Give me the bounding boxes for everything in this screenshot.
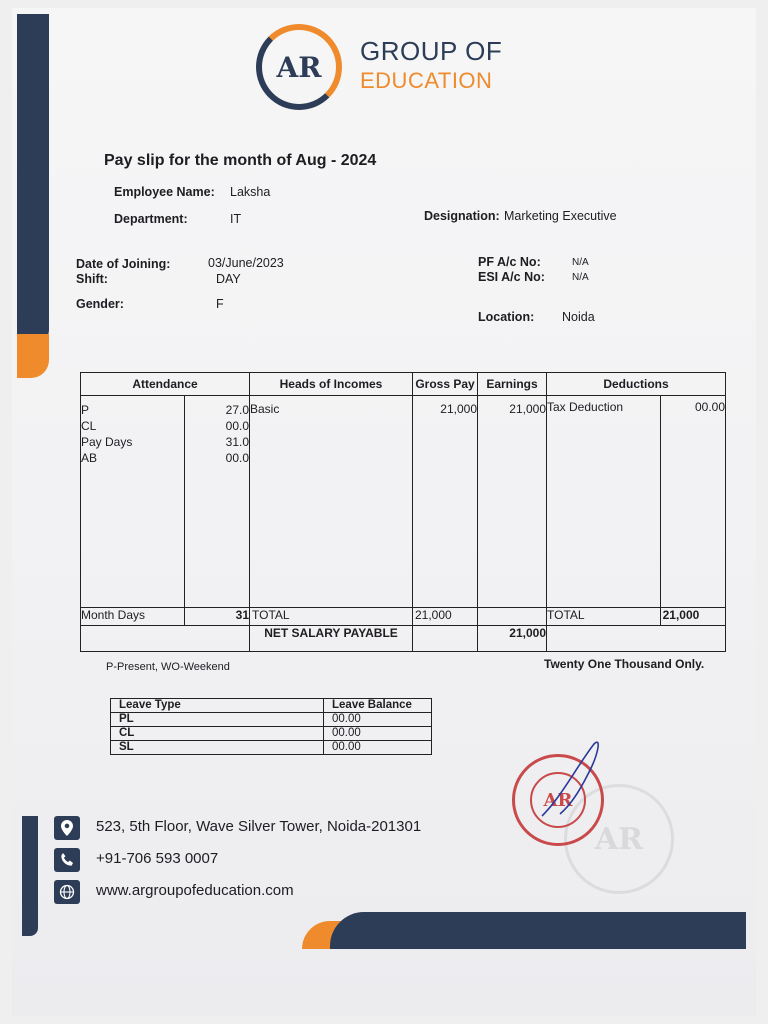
website-link[interactable]: www.argroupofeducation.com (96, 882, 294, 899)
left-bottom-band (22, 816, 38, 936)
address-text: 523, 5th Floor, Wave Silver Tower, Noida-201301 (96, 818, 422, 835)
location-label: Location: (478, 310, 535, 324)
earnings-header: Earnings (478, 373, 547, 396)
net-gross-blank (413, 626, 478, 652)
attendance-label-cl: CL (81, 419, 97, 433)
department-value: IT (230, 212, 242, 226)
attendance-labels (81, 396, 185, 608)
amount-in-words: Twenty One Thousand Only. (544, 657, 705, 671)
incomes-header: Heads of Incomes (250, 373, 413, 396)
leave-type: SL (111, 741, 324, 755)
leave-balance-table (110, 698, 432, 755)
net-deduction-blank (547, 626, 726, 652)
deduction-head-cell (547, 396, 661, 608)
earnings-total-cell (478, 608, 547, 626)
leave-balance: 00.00 (324, 741, 432, 755)
deduction-total-label: TOTAL (547, 608, 661, 626)
pf-label: PF A/c No: (478, 255, 541, 269)
brand-line-1: GROUP OF (360, 36, 503, 66)
location-value: Noida (562, 310, 595, 324)
esi-value: N/A (572, 272, 589, 283)
designation-label: Designation: (424, 209, 500, 223)
payslip-title: Pay slip for the month of Aug - 2024 (104, 152, 377, 169)
location-pin-icon (54, 816, 80, 840)
employee-name-label: Employee Name: (114, 185, 215, 199)
esi-label: ESI A/c No: (478, 270, 545, 284)
bottom-navy-band (330, 912, 746, 949)
attendance-values (184, 396, 249, 608)
company-logo (256, 24, 342, 110)
leave-balance-header: Leave Balance (324, 699, 432, 713)
gross-total-value: 21,000 (413, 608, 478, 626)
attendance-value-cl: 00.0 (225, 419, 249, 433)
brand-line-2: EDUCATION (360, 68, 493, 93)
leave-row (111, 741, 432, 755)
deduction-value: 00.00 (694, 400, 725, 414)
gross-pay-header: Gross Pay (413, 373, 478, 396)
net-blank-cell (81, 626, 250, 652)
deduction-total-value: 21,000 (660, 608, 725, 626)
phone-text: +91-706 593 0007 (96, 850, 219, 867)
doj-label: Date of Joining: (76, 257, 171, 271)
gender-label: Gender: (76, 297, 124, 311)
globe-icon (54, 880, 80, 904)
faded-stamp-icon: AR (564, 784, 674, 894)
income-head-cell (250, 396, 413, 608)
attendance-header: Attendance (81, 373, 250, 396)
signature-icon (532, 736, 612, 826)
earnings-cell (478, 396, 547, 608)
income-total-label: TOTAL (250, 608, 413, 626)
attendance-value-p: 27.0 (225, 403, 249, 417)
net-salary-label: NET SALARY PAYABLE (250, 626, 413, 652)
deduction-value-cell (660, 396, 725, 608)
pf-value: N/A (572, 257, 589, 268)
gross-pay-cell (413, 396, 478, 608)
attendance-label-ab: AB (81, 451, 98, 465)
department-label: Department: (114, 212, 188, 226)
net-salary-value: 21,000 (478, 626, 547, 652)
phone-icon (54, 848, 80, 872)
leave-type: CL (111, 727, 324, 741)
left-navy-band (17, 14, 49, 344)
month-days-value: 31 (184, 608, 249, 626)
leave-row (111, 727, 432, 741)
logo-text: AR (276, 50, 322, 84)
shift-value: DAY (216, 272, 241, 286)
payslip-document (12, 8, 756, 1016)
seal-center: AR (530, 772, 586, 828)
income-head: Basic (250, 402, 280, 416)
leave-balance: 00.00 (324, 727, 432, 741)
shift-label: Shift: (76, 272, 108, 286)
leave-type: PL (111, 713, 324, 727)
left-orange-band (17, 334, 49, 378)
employee-name: Laksha (230, 185, 271, 199)
gender-value: F (216, 297, 224, 311)
month-days-label: Month Days (81, 608, 185, 626)
attendance-value-paydays: 31.0 (225, 435, 249, 449)
attendance-label-p: P (81, 403, 90, 417)
earnings-value: 21,000 (509, 402, 546, 416)
leave-type-header: Leave Type (111, 699, 324, 713)
attendance-label-paydays: Pay Days (81, 435, 133, 449)
deduction-head: Tax Deduction (547, 400, 624, 414)
legend-note: P-Present, WO-Weekend (106, 661, 230, 673)
attendance-value-ab: 00.0 (225, 451, 249, 465)
doj-value: 03/June/2023 (208, 256, 284, 270)
leave-balance: 00.00 (324, 713, 432, 727)
deductions-header: Deductions (547, 373, 726, 396)
leave-row (111, 713, 432, 727)
designation-value: Marketing Executive (504, 209, 617, 223)
salary-table (80, 372, 726, 652)
gross-pay-value: 21,000 (440, 402, 477, 416)
